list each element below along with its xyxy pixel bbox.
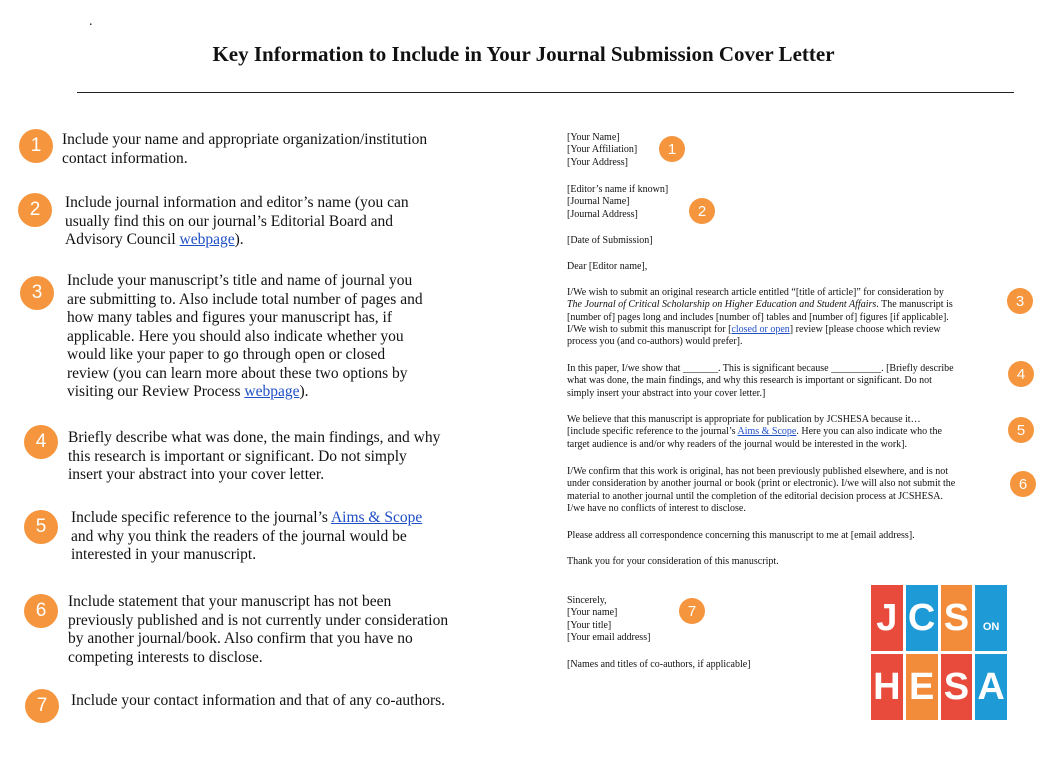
letter-line: process you (and co-authors) would prefer]. [567,336,743,348]
letter-text: ] review [please choose which review [789,323,941,335]
guidance-item-2-line: Include journal information and editor’s name (you can [65,194,409,211]
paragraph-submission [567,287,1007,348]
guidance-item-5-line: interested in your manuscript. [71,546,257,563]
letter-badge-5: 5 [1008,417,1034,443]
guidance-item-5 [71,509,422,565]
letter-line [567,426,1007,438]
stray-dot: . [89,14,93,29]
letter-line: under consideration by another journal or book (print or electronic). I/we will also not submit the [567,478,956,490]
journal-name: The Journal of Critical Scholarship on Higher Education and Student Affairs [567,299,877,311]
guidance-text: ). [299,383,309,400]
logo-letter: ON [982,621,1000,633]
letter-text: . Here you can also indicate who the [796,426,942,438]
guidance-item-3-line: would like your paper to go through open or closed [67,346,386,363]
date-line: [Date of Submission] [567,235,653,246]
step-3-badge: 3 [20,276,54,310]
paragraph-findings [567,363,1007,400]
letter-line: [Editor’s name if known] [567,184,669,195]
guidance-item-6-line: previously published and is not currently under consideration [68,611,449,629]
guidance-item-7 [71,692,445,711]
step-5-badge: 5 [24,510,58,544]
letter-line: [Journal Name] [567,196,630,208]
guidance-item-3-line: review (you can learn more about these two options by [67,364,408,382]
letter-line: [Your Address] [567,156,628,168]
step-7-badge: 7 [25,689,59,723]
closed-or-open-link[interactable]: closed or open [731,323,790,335]
guidance-item-6-line: Include statement that your manuscript has not been [68,593,392,610]
letter-badge-6: 6 [1010,471,1036,497]
logo-letter: J [876,596,898,639]
letter-text: [include specific reference to the journal’s [567,426,738,438]
logo-tile [975,654,1007,720]
paragraph-fit [567,414,1007,451]
review-process-webpage-link[interactable]: webpage [244,383,300,400]
guidance-item-4 [68,429,440,485]
guidance-item-3-line: Include your manuscript’s title and name of journal you [67,272,413,289]
step-1-badge: 1 [19,129,53,163]
correspondence-line: Please address all correspondence concerning this manuscript to me at [email address]. [567,530,915,541]
letter-line: [Your email address] [567,631,651,643]
letter-line: what was done, the main findings, and why this research is important or significant. Do not [567,375,932,387]
letter-line: [Your name] [567,607,618,619]
letter-line: [number of] pages long and includes [number of] tables and [number of] figures [if applicable]. [567,311,949,323]
guidance-item-2-line [65,231,409,250]
letter-line: I/We confirm that this work is original, has not been previously published elsewhere, and is not [567,466,949,477]
guidance-item-6-line: competing interests to disclose. [68,648,263,666]
letter-badge-7: 7 [679,598,705,624]
letter-line [567,299,1007,311]
logo-tile [871,585,903,651]
guidance-item-1 [62,131,427,168]
editor-block [567,184,1007,221]
logo-tile [906,654,938,720]
sender-block [567,132,1007,169]
logo-letter: S [943,596,970,639]
logo-letter: C [907,596,936,639]
logo-tile [941,585,973,651]
title-divider [77,92,1014,93]
guidance-item-5-line: and why you think the readers of the journal would be [71,527,407,545]
guidance-item-4-line: Briefly describe what was done, the main findings, and why [68,429,441,446]
guidance-item-4-line: this research is important or significant. Do not simply [68,447,407,465]
letter-text: . The manuscript is [876,299,953,311]
paragraph-originality [567,466,1007,515]
step-6-badge: 6 [24,594,58,628]
letter-line: material to another journal until the completion of the editorial decision process at JCSHESA. [567,490,944,502]
letter-line [567,324,1007,336]
letter-line: In this paper, I/we show that _______. This is significant because __________. [Briefly describe [567,363,954,374]
letter-badge-4: 4 [1008,361,1034,387]
letter-badge-3: 3 [1007,288,1033,314]
guidance-item-6 [68,593,448,667]
guidance-item-5-line [71,509,422,528]
letter-line: I/We wish to submit an original research article entitled “[title of article]” for consideration by [567,287,944,298]
editorial-board-webpage-link[interactable]: webpage [179,231,235,248]
logo-tile [975,585,1007,651]
letter-line: Sincerely, [567,595,607,606]
guidance-item-6-line: by another journal/book. Also confirm that you have no [68,630,413,647]
guidance-text: visiting our Review Process [67,383,245,400]
guidance-item-1-line: contact information. [62,149,188,167]
letter-badge-1: 1 [659,136,685,162]
logo-letter: S [943,665,970,708]
letter-aims-and-scope-link[interactable]: Aims & Scope [737,426,797,438]
aims-and-scope-link[interactable]: Aims & Scope [330,509,423,526]
guidance-item-3-line: applicable. Here you should also indicate whether you [67,327,404,345]
logo-tile [871,654,903,720]
guidance-text: Include specific reference to the journal’s [71,509,331,526]
guidance-text: Advisory Council [65,231,180,248]
letter-line: [Journal Address] [567,208,638,220]
guidance-item-3-line: are submitting to. Also include total number of pages and [67,290,423,308]
logo-tile [906,585,938,651]
step-4-badge: 4 [24,425,58,459]
letter-line: I/we have no conflicts of interest to disclose. [567,502,746,514]
logo-letter: E [908,665,935,708]
letter-line: simply insert your abstract into your cover letter.] [567,387,766,399]
logo-letter: H [873,665,901,708]
letter-line: [Your title] [567,619,612,631]
guidance-item-3-line: how many tables and figures your manuscript has, if [67,309,392,326]
letter-line: [Your Affiliation] [567,144,638,156]
jcshesa-logo [871,585,1007,720]
guidance-item-3-line [67,383,423,402]
letter-line: target audience is and/or why readers of the journal would be interested in the work]. [567,438,907,450]
logo-tile [941,654,973,720]
letter-line: We believe that this manuscript is appropriate for publication by JCSHESA because it… [567,414,921,425]
guidance-item-4-line: insert your abstract into your cover letter. [68,466,325,483]
coauthors-line: [Names and titles of co-authors, if applicable] [567,659,751,670]
logo-letter: A [977,665,1005,708]
letter-badge-2: 2 [689,198,715,224]
guidance-item-2-line: usually find this on our journal’s Editorial Board and [65,212,394,230]
guidance-item-7-line: Include your contact information and that of any co-authors. [71,692,446,709]
guidance-item-3 [67,272,423,402]
thanks-line: Thank you for your consideration of this manuscript. [567,556,779,567]
greeting-line: Dear [Editor name], [567,261,648,272]
guidance-item-1-line: Include your name and appropriate organization/institution [62,131,428,148]
letter-line: [Your Name] [567,132,620,143]
letter-text: I/We wish to submit this manuscript for [ [567,323,732,335]
page-title: Key Information to Include in Your Journal Submission Cover Letter [212,42,835,66]
guidance-item-2 [65,194,409,250]
guidance-text: ). [234,231,244,248]
step-2-badge: 2 [18,193,52,227]
